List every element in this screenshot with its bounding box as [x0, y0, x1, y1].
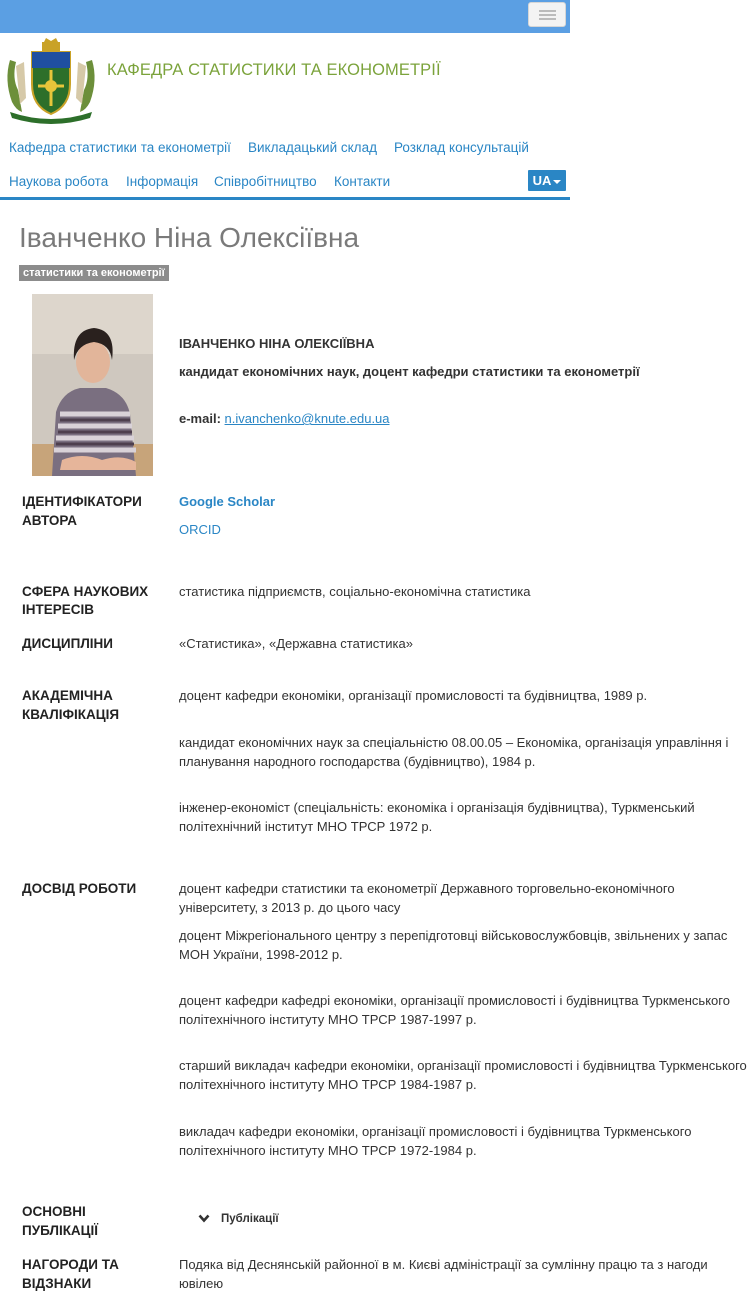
experience-line: політехнічного інституту МНО ТРСР 1972-1984 р. [179, 1143, 477, 1158]
caret-down-icon [553, 180, 561, 184]
nav-cooperation[interactable]: Співробітництво [214, 174, 317, 189]
awards-line: Подяка від Деснянській районної в м. Києві адміністрації за сумлінну працю та з нагоди [179, 1257, 708, 1272]
menu-toggle-button[interactable] [528, 2, 566, 27]
profile-photo [32, 294, 153, 476]
hamburger-icon [539, 10, 556, 12]
nav-information[interactable]: Інформація [126, 174, 199, 189]
department-logo[interactable] [2, 40, 100, 122]
nav-teaching-staff[interactable]: Викладацький склад [248, 140, 377, 155]
qualification-line: планування народного господарства (будівництво), 1984 р. [179, 754, 536, 769]
awards-line: ювілею [179, 1276, 224, 1291]
profile-email-row [179, 409, 390, 428]
publications-toggle[interactable]: Публікації [221, 1213, 279, 1225]
department-badge[interactable]: статистики та економетрії [19, 265, 169, 281]
language-dropdown[interactable] [528, 170, 566, 191]
experience-line: доцент кафедри кафедрі економіки, організації промисловості і будівництва Туркменського [179, 993, 730, 1008]
page-title: Іванченко Ніна Олексіївна [19, 222, 360, 253]
email-label: e-mail: [179, 411, 221, 426]
google-scholar-link[interactable]: Google Scholar [179, 494, 276, 509]
section-label-disciplines: ДИСЦИПЛІНИ [22, 636, 114, 651]
orcid-link[interactable]: ORCID [179, 522, 221, 537]
qualification-line: інженер-економіст (спеціальність: економіка і організація будівництва), Туркменський [179, 800, 695, 815]
nav-department[interactable]: Кафедра статистики та економетрії [9, 140, 231, 155]
experience-line: політехнічного інституту МНО ТРСР 1984-1987 р. [179, 1077, 477, 1092]
profile-degree: кандидат економічних наук, доцент кафедри статистики та економетрії [179, 364, 640, 379]
email-link[interactable]: n.ivanchenko@knute.edu.ua [224, 411, 390, 426]
section-label-experience: ДОСВІД РОБОТИ [22, 881, 137, 896]
qualification-line: кандидат економічних наук за спеціальністю 08.00.05 – Економіка, організація управління і [179, 735, 729, 750]
section-label-awards-2: ВІДЗНАКИ [22, 1276, 92, 1291]
experience-line: МОН України, 1998-2012 р. [179, 947, 343, 962]
experience-line: університету, з 2013 р. до цього часу [179, 900, 401, 915]
section-label-author-ids: ІДЕНТИФІКАТОРИ [22, 494, 142, 509]
chevron-down-icon[interactable] [198, 1214, 210, 1223]
disciplines: «Статистика», «Державна статистика» [179, 636, 413, 651]
top-bar [0, 0, 570, 33]
section-label-publications-2: ПУБЛІКАЦІЇ [22, 1223, 99, 1238]
research-interests: статистика підприємств, соціально-економічна статистика [179, 584, 531, 599]
language-label: UA [532, 173, 552, 188]
experience-line: доцент кафедри статистики та економетрії Державного торговельно-економічного [179, 881, 675, 896]
experience-line: викладач кафедри економіки, організації промисловості і будівництва Туркменського [179, 1124, 692, 1139]
experience-line: політехнічного інституту МНО ТРСР 1987-1997 р. [179, 1012, 477, 1027]
site-title[interactable]: КАФЕДРА СТАТИСТИКИ ТА ЕКОНОМЕТРІЇ [107, 61, 441, 79]
qualification-line: політехнічний інститут МНО ТРСР 1972 р. [179, 819, 433, 834]
section-label-qualification: АКАДЕМІЧНА [22, 688, 113, 703]
section-label-awards: НАГОРОДИ ТА [22, 1257, 119, 1272]
nav-contacts[interactable]: Контакти [334, 174, 391, 189]
nav-divider [0, 197, 570, 200]
nav-research[interactable]: Наукова робота [9, 174, 109, 189]
section-label-publications: ОСНОВНІ [22, 1204, 86, 1219]
section-label-interests: СФЕРА НАУКОВИХ [22, 584, 149, 599]
section-label-qualification-2: КВАЛІФІКАЦІЯ [22, 707, 120, 722]
section-label-author-ids-2: АВТОРА [22, 513, 77, 528]
section-label-interests-2: ІНТЕРЕСІВ [22, 602, 95, 617]
experience-line: старший викладач кафедри економіки, організації промисловості і будівництва Туркменського [179, 1058, 747, 1073]
qualification-line: доцент кафедри економіки, організації промисловості та будівництва, 1989 р. [179, 688, 648, 703]
nav-consultation-schedule[interactable]: Розклад консультацій [394, 140, 529, 155]
experience-line: доцент Міжрегіонального центру з перепідготовці військовослужбовців, звільнених у запас [179, 928, 728, 943]
profile-name: ІВАНЧЕНКО НІНА ОЛЕКСІЇВНА [179, 336, 375, 351]
